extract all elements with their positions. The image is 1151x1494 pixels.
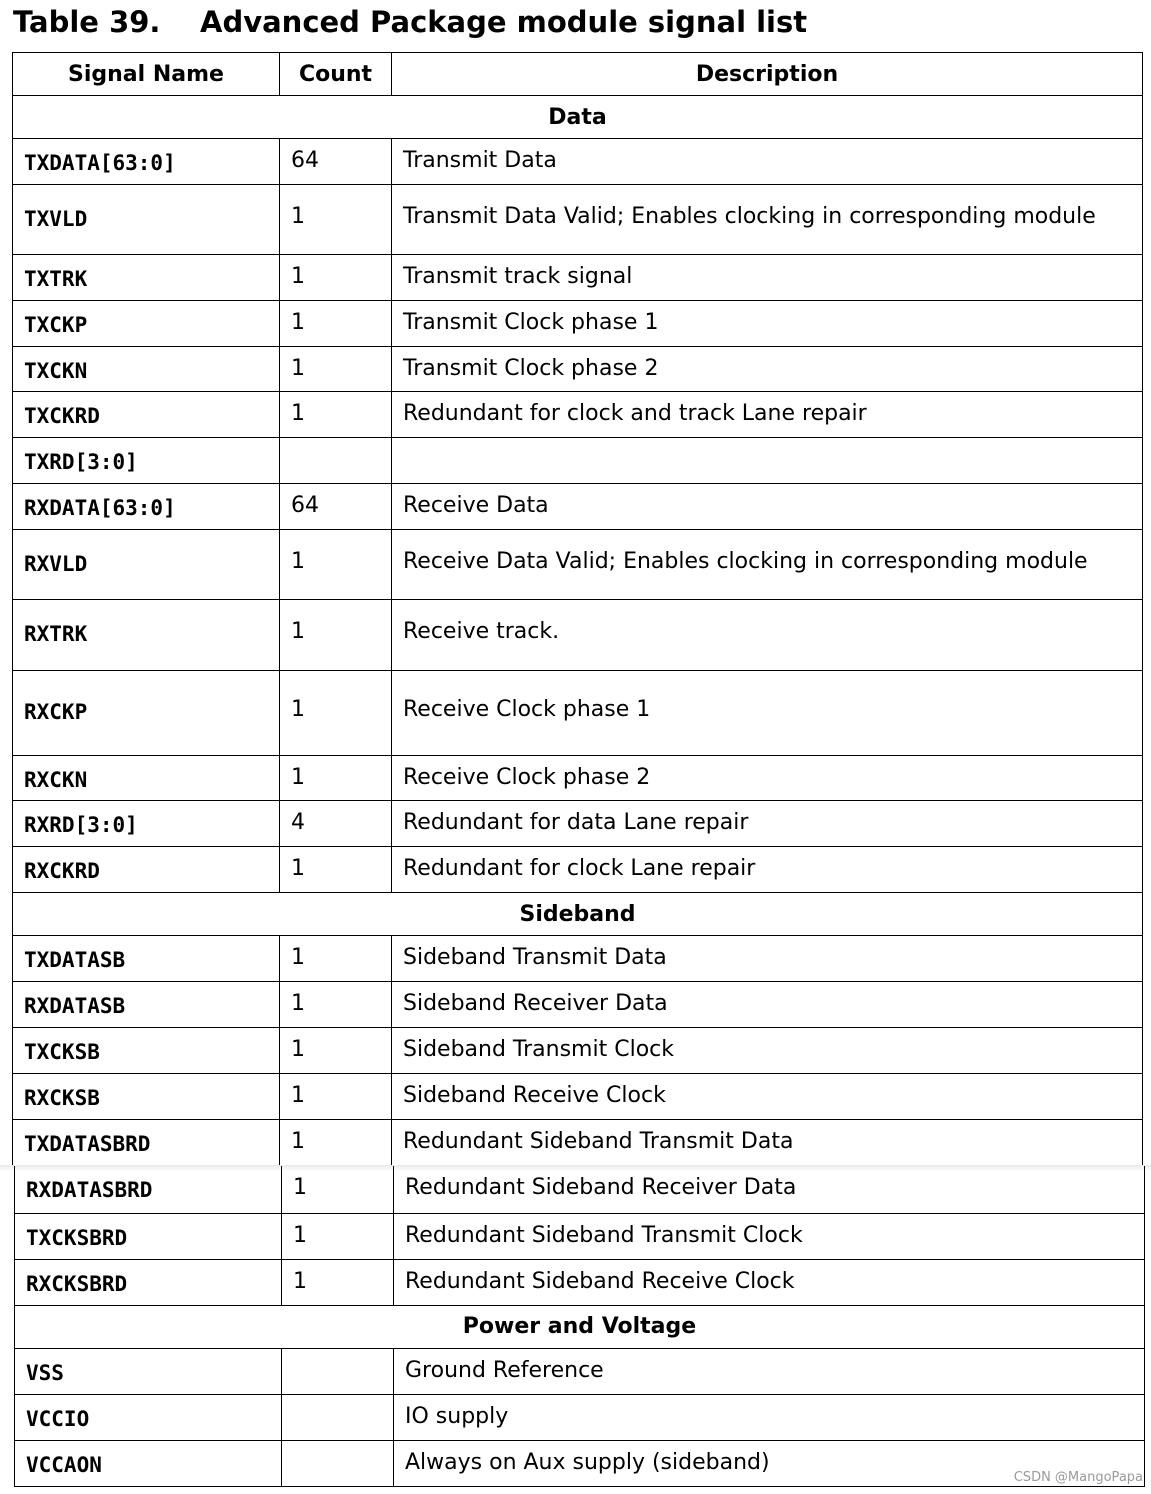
signal-description: Receive Clock phase 2 (392, 756, 1143, 801)
signal-count: 1 (280, 600, 392, 671)
signal-name: RXCKSB (13, 1074, 280, 1120)
signal-table-continued (14, 1166, 1145, 1487)
signal-description: Receive Clock phase 1 (392, 671, 1143, 756)
signal-count: 1 (280, 847, 392, 893)
signal-description: Transmit Data (392, 139, 1143, 185)
signal-description: Sideband Receiver Data (392, 982, 1143, 1028)
section-row-data (13, 96, 1143, 139)
signal-description: Sideband Transmit Clock (392, 1028, 1143, 1074)
table-row (13, 600, 1143, 671)
signal-description: Transmit Data Valid; Enables clocking in corresponding module (392, 185, 1143, 255)
signal-description: Redundant for clock and track Lane repair (392, 392, 1143, 438)
signal-description: Receive Data Valid; Enables clocking in corresponding module (392, 530, 1143, 600)
signal-description: Transmit Clock phase 2 (392, 347, 1143, 392)
signal-description: Sideband Transmit Data (392, 936, 1143, 982)
signal-name: RXDATASB (13, 982, 280, 1028)
table-row (13, 982, 1143, 1028)
signal-description: Always on Aux supply (sideband) (394, 1440, 1145, 1486)
table-row (13, 255, 1143, 301)
table-caption: Advanced Package module signal list (200, 5, 808, 39)
signal-count: 1 (282, 1213, 394, 1259)
signal-name: RXCKSBRD (15, 1259, 282, 1305)
table-row (13, 185, 1143, 255)
signal-description: Redundant Sideband Receive Clock (394, 1259, 1145, 1305)
header-description: Description (392, 53, 1143, 96)
signal-count: 1 (280, 301, 392, 347)
signal-description: Ground Reference (394, 1348, 1145, 1394)
table-row (15, 1166, 1145, 1213)
header-row (13, 53, 1143, 96)
signal-name: RXCKN (13, 756, 280, 801)
signal-count: 1 (280, 671, 392, 756)
signal-name: RXVLD (13, 530, 280, 600)
signal-count: 1 (282, 1259, 394, 1305)
table-row (13, 756, 1143, 801)
table-row (15, 1213, 1145, 1259)
signal-name: RXCKRD (13, 847, 280, 893)
signal-count (282, 1440, 394, 1486)
table-row (13, 347, 1143, 392)
signal-count: 1 (280, 936, 392, 982)
signal-name: RXDATA[63:0] (13, 484, 280, 530)
signal-description: Redundant for clock Lane repair (392, 847, 1143, 893)
signal-count: 64 (280, 484, 392, 530)
signal-description: Redundant Sideband Transmit Data (392, 1120, 1143, 1166)
section-row-sideband (13, 893, 1143, 936)
signal-description: Receive Data (392, 484, 1143, 530)
signal-name: TXCKSB (13, 1028, 280, 1074)
signal-count: 1 (280, 1028, 392, 1074)
signal-description: Sideband Receive Clock (392, 1074, 1143, 1120)
signal-name: RXRD[3:0] (13, 801, 280, 847)
signal-count: 1 (280, 1120, 392, 1166)
signal-count: 1 (280, 392, 392, 438)
table-row (13, 1120, 1143, 1166)
table-title (13, 2, 807, 42)
signal-count: 1 (280, 185, 392, 255)
signal-count: 1 (280, 255, 392, 301)
signal-count: 1 (280, 347, 392, 392)
signal-name: TXRD[3:0] (13, 438, 280, 484)
signal-description: Redundant Sideband Receiver Data (394, 1166, 1145, 1213)
signal-description: Redundant Sideband Transmit Clock (394, 1213, 1145, 1259)
section-label-data: Data (13, 96, 1143, 139)
signal-table (12, 52, 1143, 1166)
table-row (13, 801, 1143, 847)
signal-name: TXCKP (13, 301, 280, 347)
signal-name: TXDATA[63:0] (13, 139, 280, 185)
signal-description: Receive track. (392, 600, 1143, 671)
table-row (13, 530, 1143, 600)
signal-count: 1 (280, 1074, 392, 1120)
signal-count (282, 1348, 394, 1394)
signal-description: Redundant for data Lane repair (392, 801, 1143, 847)
table-number: Table 39. (13, 5, 161, 39)
signal-name: VCCAON (15, 1440, 282, 1486)
table-row (13, 1074, 1143, 1120)
signal-name: TXVLD (13, 185, 280, 255)
table-row (15, 1440, 1145, 1486)
table-row (13, 438, 1143, 484)
signal-count (280, 438, 392, 484)
signal-description (392, 438, 1143, 484)
signal-name: TXCKN (13, 347, 280, 392)
signal-name: TXCKSBRD (15, 1213, 282, 1259)
signal-name: VSS (15, 1348, 282, 1394)
table-row (13, 392, 1143, 438)
signal-description: IO supply (394, 1394, 1145, 1440)
table-row (13, 936, 1143, 982)
signal-count: 1 (280, 982, 392, 1028)
table-row (13, 139, 1143, 185)
section-row-power (15, 1305, 1145, 1348)
table-row (13, 671, 1143, 756)
table-row (15, 1259, 1145, 1305)
signal-count (282, 1394, 394, 1440)
signal-name: VCCIO (15, 1394, 282, 1440)
section-label-power: Power and Voltage (15, 1305, 1145, 1348)
signal-name: TXDATASB (13, 936, 280, 982)
signal-name: TXDATASBRD (13, 1120, 280, 1166)
signal-count: 1 (280, 756, 392, 801)
table-row (15, 1394, 1145, 1440)
signal-count: 1 (282, 1166, 394, 1213)
signal-name: TXTRK (13, 255, 280, 301)
signal-name: RXCKP (13, 671, 280, 756)
table-row (13, 484, 1143, 530)
table-row (15, 1348, 1145, 1394)
signal-description: Transmit track signal (392, 255, 1143, 301)
header-signal-name: Signal Name (13, 53, 280, 96)
signal-name: RXTRK (13, 600, 280, 671)
table-row (13, 847, 1143, 893)
signal-name: RXDATASBRD (15, 1166, 282, 1213)
signal-count: 1 (280, 530, 392, 600)
signal-name: TXCKRD (13, 392, 280, 438)
signal-description: Transmit Clock phase 1 (392, 301, 1143, 347)
table-row (13, 1028, 1143, 1074)
header-count: Count (280, 53, 392, 96)
section-label-sideband: Sideband (13, 893, 1143, 936)
table-row (13, 301, 1143, 347)
signal-count: 4 (280, 801, 392, 847)
signal-count: 64 (280, 139, 392, 185)
watermark: CSDN @MangoPapa (1013, 1470, 1143, 1485)
